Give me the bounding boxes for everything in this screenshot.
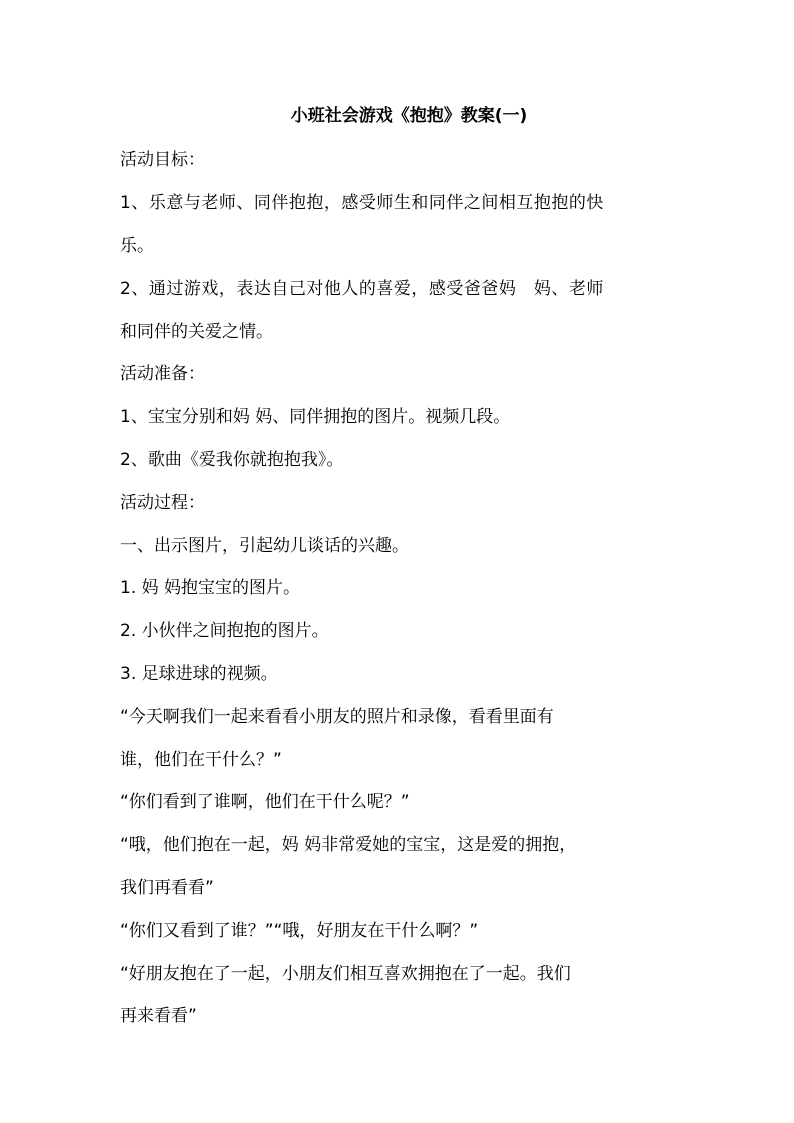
- paragraph-line: “你们又看到了谁？”“哦，好朋友在干什么啊？”: [120, 921, 479, 941]
- section-heading-preparation: 活动准备：: [120, 364, 205, 384]
- paragraph-line: 乐。: [120, 236, 154, 256]
- paragraph-line: 和同伴的关爱之情。: [120, 322, 273, 342]
- paragraph-line: “今天啊我们一起来看看小朋友的照片和录像，看看里面有: [120, 707, 554, 727]
- paragraph-line: “好朋友抱在了一起，小朋友们相互喜欢拥抱在了一起。我们: [120, 964, 571, 984]
- paragraph-line: 2. 小伙伴之间抱抱的图片。: [120, 621, 329, 641]
- paragraph-line: 谁，他们在干什么？”: [120, 750, 282, 770]
- paragraph-line: 1、乐意与老师、同伴抱抱，感受师生和同伴之间相互抱抱的快: [120, 193, 604, 213]
- paragraph-line: 一、出示图片，引起幼儿谈话的兴趣。: [120, 536, 409, 556]
- paragraph-line: 2、通过游戏，表达自己对他人的喜爱，感受爸爸妈 妈、老师: [120, 279, 604, 299]
- paragraph-line: 再来看看”: [120, 1006, 197, 1026]
- paragraph-line: 1. 妈 妈抱宝宝的图片。: [120, 578, 301, 598]
- document-title: 小班社会游戏《抱抱》教案(一): [290, 106, 528, 126]
- section-heading-goals: 活动目标：: [120, 150, 205, 170]
- section-heading-process: 活动过程：: [120, 493, 205, 513]
- paragraph-line: 3. 足球进球的视频。: [120, 664, 278, 684]
- paragraph-line: “你们看到了谁啊，他们在干什么呢？”: [120, 792, 410, 812]
- paragraph-line: 我们再看看”: [120, 878, 214, 898]
- paragraph-line: “哦，他们抱在一起，妈 妈非常爱她的宝宝，这是爱的拥抱，: [120, 835, 577, 855]
- paragraph-line: 1、宝宝分别和妈 妈、同伴拥抱的图片。视频几段。: [120, 407, 511, 427]
- paragraph-line: 2、歌曲《爱我你就抱抱我》。: [120, 450, 344, 470]
